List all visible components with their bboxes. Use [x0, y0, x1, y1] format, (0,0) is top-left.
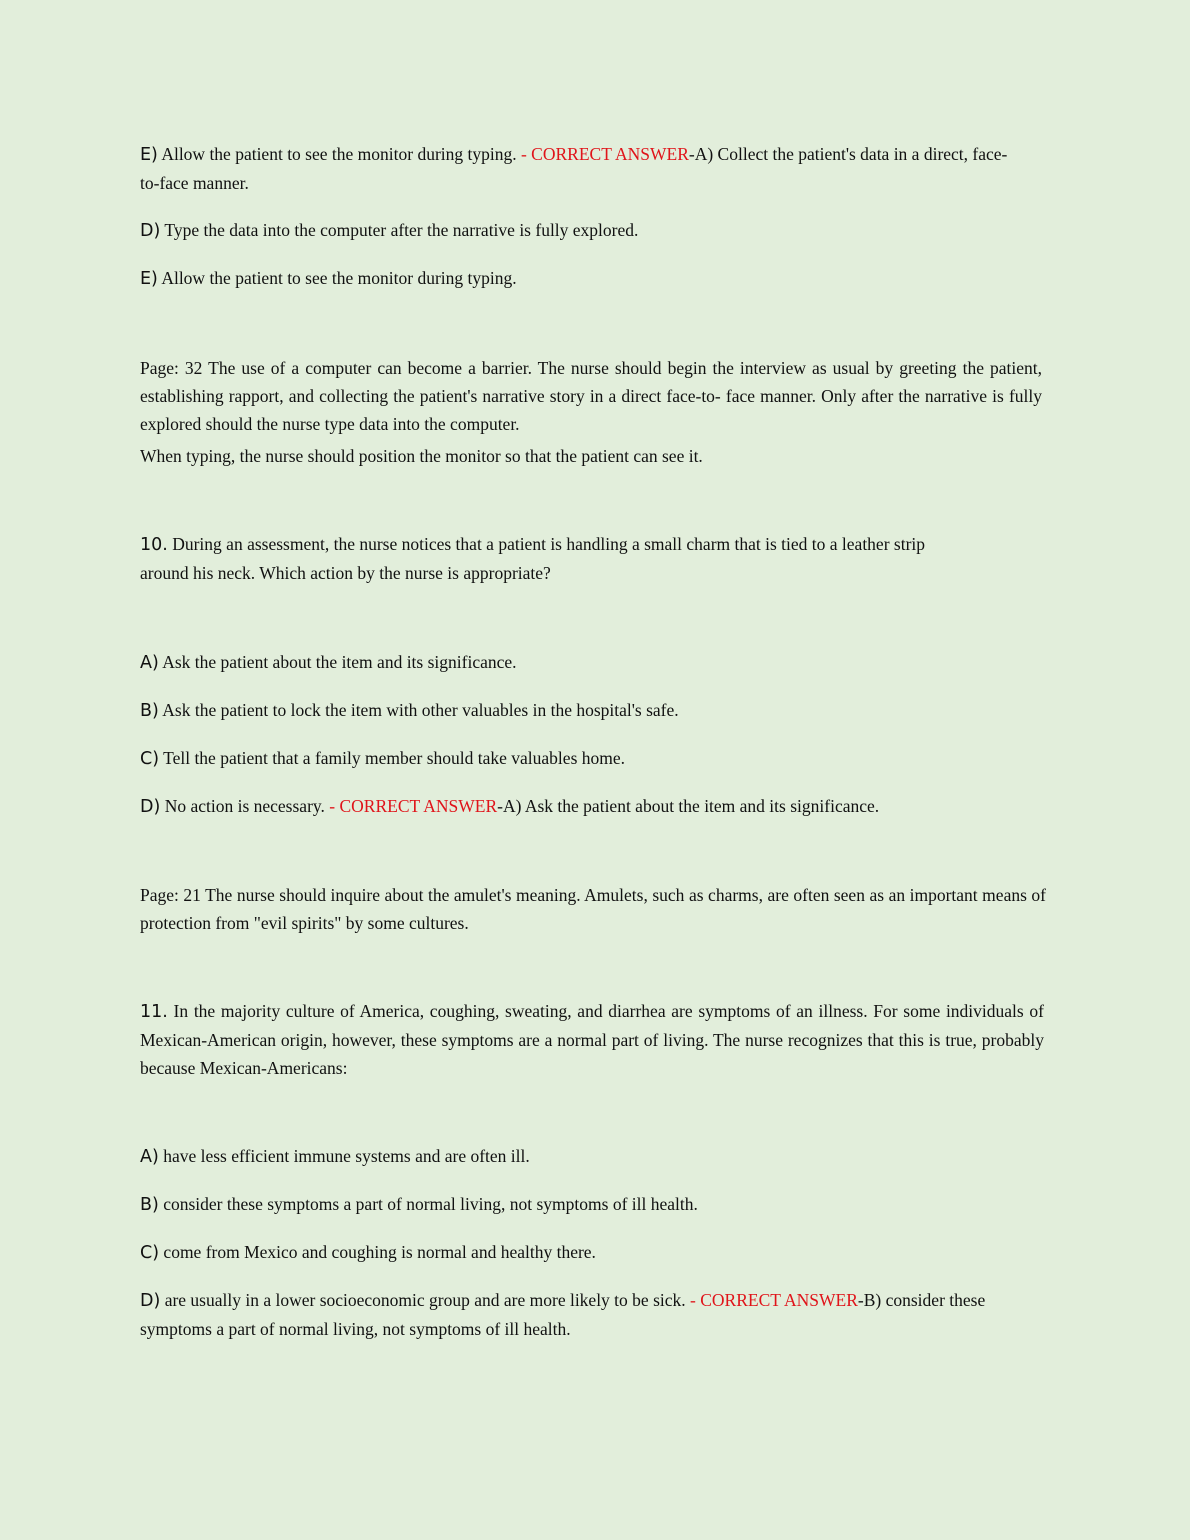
option-b — [140, 1190, 1045, 1219]
option-text: Type the data into the computer after the narrative is fully explored. — [164, 220, 639, 240]
option-text: Allow the patient to see the monitor during typing. — [161, 268, 517, 288]
option-label: D) — [140, 1291, 161, 1311]
option-c — [140, 744, 1045, 773]
question-number: 10. — [140, 535, 168, 555]
option-text: come from Mexico and coughing is normal and healthy there. — [163, 1242, 596, 1262]
question-text: In the majority culture of America, coughing, sweating, and diarrhea are symptoms of an illness. For some individuals of Mexican-American origin, however, these symptoms are a normal part of living. The nurse recognizes that this is true, probably because Mexican-Americans: — [140, 1001, 1044, 1078]
option-c — [140, 1238, 1045, 1267]
correct-answer-text: -A) Collect the patient's data in a direct, face-to-face manner. — [140, 144, 1008, 193]
rationale-paragraph: Page: 32 The use of a computer can become a barrier. The nurse should begin the interview as usual by greeting the patient, establishing rapport, and collecting the patient's narrative story in a direct face-to- face manner. Only after the narrative is fully explored should the nurse type data into the computer. — [140, 358, 1042, 434]
option-label: A) — [140, 1147, 159, 1167]
question-11 — [140, 997, 1044, 1082]
option-text: Ask the patient about the item and its significance. — [162, 652, 517, 672]
correct-answer-marker: - CORRECT ANSWER — [329, 796, 498, 816]
option-label: B) — [140, 1195, 159, 1215]
option-text: consider these symptoms a part of normal living, not symptoms of ill health. — [163, 1194, 698, 1214]
option-d — [140, 216, 1045, 245]
option-label: A) — [140, 653, 159, 673]
option-label: B) — [140, 701, 159, 721]
rationale-paragraph: Page: 21 The nurse should inquire about the amulet's meaning. Amulets, such as charms, are often seen as an important means of protection from "evil spirits" by some cultures. — [140, 885, 1046, 933]
option-text: Ask the patient to lock the item with other valuables in the hospital's safe. — [162, 700, 679, 720]
option-text: are usually in a lower socioeconomic group and are more likely to be sick. — [164, 1290, 686, 1310]
option-d-with-answer — [140, 792, 1045, 821]
option-a — [140, 648, 1045, 677]
correct-answer-marker: - CORRECT ANSWER — [520, 144, 689, 164]
option-b — [140, 696, 1045, 725]
option-text: Tell the patient that a family member should take valuables home. — [163, 748, 626, 768]
option-d-with-answer — [140, 1286, 1020, 1343]
option-text: Allow the patient to see the monitor during typing. — [161, 144, 517, 164]
q10-options — [140, 648, 1045, 821]
option-label: D) — [140, 221, 161, 241]
option-text: have less efficient immune systems and are often ill. — [163, 1146, 530, 1166]
option-label: E) — [140, 269, 158, 289]
document-page — [140, 140, 1045, 1343]
question-10 — [140, 530, 970, 587]
correct-answer-marker: - CORRECT ANSWER — [690, 1290, 858, 1310]
q11-options — [140, 1142, 1045, 1343]
option-e — [140, 264, 1045, 293]
option-label: E) — [140, 145, 158, 165]
option-text: No action is necessary. — [164, 796, 325, 816]
question-number: 11. — [140, 1002, 168, 1022]
option-label: D) — [140, 797, 161, 817]
rationale-paragraph-line: When typing, the nurse should position the monitor so that the patient can see it. — [140, 446, 703, 466]
question-text: During an assessment, the nurse notices that a patient is handling a small charm that is tied to a leather strip around his neck. Which action by the nurse is appropriate? — [140, 534, 926, 583]
option-label: C) — [140, 1243, 160, 1263]
correct-answer-text: -B) consider these symptoms a part of normal living, not symptoms of ill health. — [140, 1290, 986, 1339]
option-a — [140, 1142, 1045, 1171]
option-e-with-answer — [140, 140, 1010, 197]
correct-answer-text: -A) Ask the patient about the item and its significance. — [497, 796, 880, 816]
option-label: C) — [140, 749, 160, 769]
